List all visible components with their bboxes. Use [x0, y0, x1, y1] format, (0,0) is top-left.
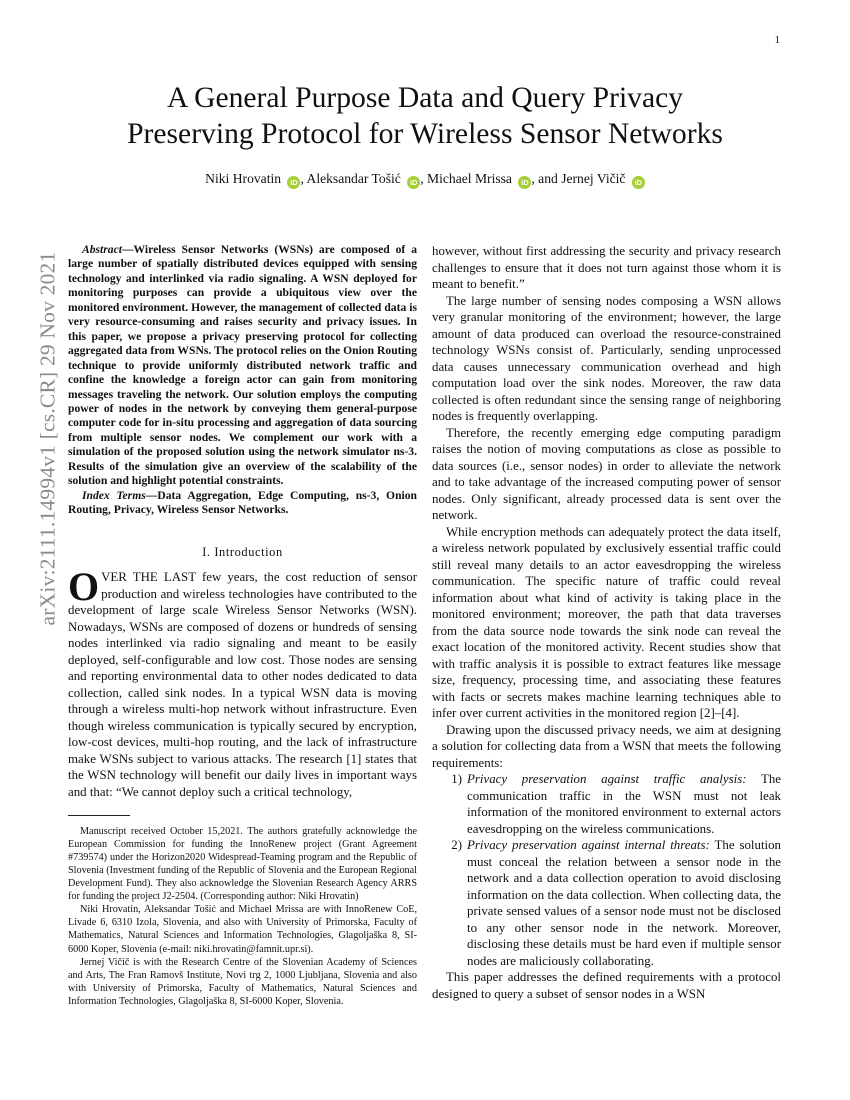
paragraph: This paper addresses the defined requirements with a protocol designed to query a subset of sensor nodes in a WSN — [432, 970, 781, 1001]
orcid-icon[interactable]: iD — [407, 176, 420, 189]
abstract-label: Abstract — [82, 243, 122, 256]
author-name: Jernej Vičič — [561, 171, 626, 186]
paragraph: Drawing upon the discussed privacy needs, we aim at designing a solution for collecting data from a WSN that meets the following requirements: — [432, 722, 781, 770]
paragraph: The large number of sensing nodes composing a WSN allows very granular monitoring of the environment; however, the large amount of data produced can overload the resource-constrained technology WSNs consist of. Particularly, sending unprocessed data causes unnecessary communication overhead and high computation load over the sink nodes. Moreover, the raw data collected is often redundant since the sensing range of neighboring nodes is frequently overlapping. — [432, 293, 781, 423]
requirement-text: The solution must conceal the relation between a sensor node in the network and a data collection operation to avoid disclosing information on the data collection. When collecting data, the private sensed values of a sensor node must not be disclosed to any other sensor node in the network. Moreover, disclosing these details must be hard even if multiple sensor nodes are maliciously collaborating. — [467, 838, 782, 968]
author-separator: , — [300, 171, 307, 186]
left-column — [68, 243, 417, 1008]
index-terms-text: Data Aggregation, Edge Computing, ns-3, Onion Routing, Privacy, Wireless Sensor Networks. — [68, 488, 417, 517]
author-separator: , — [420, 171, 428, 186]
title-line-2: Preserving Protocol for Wireless Sensor Networks — [127, 118, 723, 150]
section-heading: I. Introduction — [202, 544, 283, 559]
abstract-text: Wireless Sensor Networks (WSNs) are composed of a large number of spatially distributed devices equipped with sensing technology and interlinked via radio signaling. A WSN deployed for monitoring purposes can provide a ubiquitous view over the monitored environment. However, the management of collected data is very resource-consuming and raises security and privacy issues. In this paper, we propose a privacy preserving protocol for collecting aggregated data from WSNs. The protocol relies on the Onion Routing technique to provide uniformly distributed network traffic and confine the knowledge a foreign actor can gain from monitoring messages traveling the network. Our solution employs the computing power of nodes in the network by conveying them general-purpose computer code for in-situ processing and aggregation of data sourcing from multiple sensor nodes. We complement our work with a simulation of the proposed solution using the network simulator ns-3. Results of the simulation give an overview of the scalability of the solution and highlight potential constraints. — [68, 243, 417, 488]
right-column — [432, 243, 781, 1002]
paragraph: Therefore, the recently emerging edge computing paradigm raises the notion of moving computations as close as possible to data sources (i.e., sensor nodes) in order to alleviate the network and to take advantage of the increased computing power of sensor nodes. Only significant, already processed data is sent over the network. — [432, 425, 781, 522]
requirements-list — [432, 771, 781, 969]
author-list — [0, 171, 850, 189]
list-item-text — [467, 837, 781, 969]
intro-text: , the cost reduction of sensor production and wireless technologies have contributed to the development of large scale Wireless Sensor Networks (WSN). Nowadays, WSNs are composed of dozens or hundreds of sensing nodes interlinked via radio signaling and meant to be easily deployed, self-configurable and low cost. Those nodes are sensing and reporting environmental data to other nodes dedicated to data collection, called sink nodes. In a typical WSN data is moving through a wireless multi-hop network without infrastructure. Even though wireless communication is typically secured by encryption, low-cost devices, multi-hop routing, and the lack of infrastructure make WSNs subject to various attacks. The research [1] states that the WSN technology will benefit our daily lives in important ways and that: “We cannot deploy such a critical technology, — [68, 570, 417, 799]
intro-paragraph — [68, 564, 417, 800]
index-terms-dash: — — [145, 488, 158, 502]
footnote-affiliation: Jernej Vičič is with the Research Centre of the Slovenian Academy of Sciences and Arts, The Fran Ramovš Institute, Novi trg 2, 1000 Ljubljana, Slovenia and also with University of Primorska, Faculty of Mathematics, Natural Sciences and Information Technologies, Glagoljaška 8, SI-6000 Koper, Slovenia. — [68, 956, 417, 1007]
page-number: 1 — [774, 34, 780, 46]
list-item — [432, 771, 781, 837]
requirement-text: The communication traffic in the WSN must not leak information of the monitored environment to external actors eavesdropping on the wireless communications. — [467, 772, 782, 836]
footnote-divider — [68, 815, 130, 816]
author-name: Niki Hrovatin — [205, 171, 282, 186]
orcid-icon[interactable]: iD — [287, 176, 300, 189]
abstract-dash: — — [121, 243, 134, 256]
intro-lead: VER THE LAST few years — [101, 570, 255, 585]
requirement-heading: Privacy preservation against internal threats: — [467, 838, 710, 852]
author-separator: , and — [531, 171, 562, 186]
drop-cap: O — [68, 564, 100, 610]
paragraph-continued: however, without first addressing the security and privacy research challenges to ensure that it does not turn against those whom it is meant to benefit.” — [432, 244, 781, 291]
orcid-icon[interactable]: iD — [518, 176, 531, 189]
footnote-affiliation: Niki Hrovatin, Aleksandar Tošić and Michael Mrissa are with InnoRenew CoE, Livade 6, 6310 Izola, Slovenia, and also with University of Primorska, Faculty of Mathematics, Natural Sciences and Information Technologies, Glagoljaška 8, SI-6000 Koper, Slovenia (e-mail: niki.hrovatin@famnit.upr.si). — [68, 904, 417, 955]
title-line-1: A General Purpose Data and Query Privacy — [166, 82, 684, 114]
author-name: Michael Mrissa — [427, 171, 512, 186]
abstract — [68, 243, 417, 489]
author-name: Aleksandar Tošić — [306, 171, 401, 186]
paragraph: While encryption methods can adequately protect the data itself, a wireless network populated by exclusively essential traffic could still reveal many details to an actor eavesdropping the wireless communication. The specific nature of traffic could reveal information about what kind of activity is taking place in the monitored environment; moreover, the path that data traverses from the data source node towards the sink node can reveal the exact location of the monitored activity. Recent studies show that with traffic analysis it is possible to extract features like message size, frequency, processing time, and associating these features with facts or secrets makes machine learning techniques able to infer over current activities in the monitored region [2]–[4]. — [432, 524, 781, 720]
list-item-text — [467, 771, 781, 837]
footnote-manuscript: Manuscript received October 15,2021. The authors gratefully acknowledge the European Commission for funding the InnoRenew project (Grant Agreement #739574) under the Horizon2020 Widespread-Teaming program and the Republic of Slovenia (Investment funding of the Republic of Slovenia and the European Regional Development Fund). They also acknowledge the Slovenian Research Agency ARRS for funding the project J2-2504. (Corresponding author: Niki Hrovatin) — [68, 826, 417, 903]
footnotes — [68, 825, 417, 1008]
requirement-heading: Privacy preservation against traffic analysis: — [467, 772, 747, 786]
list-number: 1) — [451, 772, 462, 786]
orcid-icon[interactable]: iD — [632, 176, 645, 189]
index-terms — [68, 489, 417, 518]
index-terms-label: Index Terms — [82, 488, 146, 502]
list-item — [432, 837, 781, 969]
arxiv-identifier: arXiv:2111.14994v1 [cs.CR] 29 Nov 2021 — [35, 251, 60, 626]
list-number: 2) — [451, 838, 462, 852]
paper-title — [0, 80, 850, 152]
